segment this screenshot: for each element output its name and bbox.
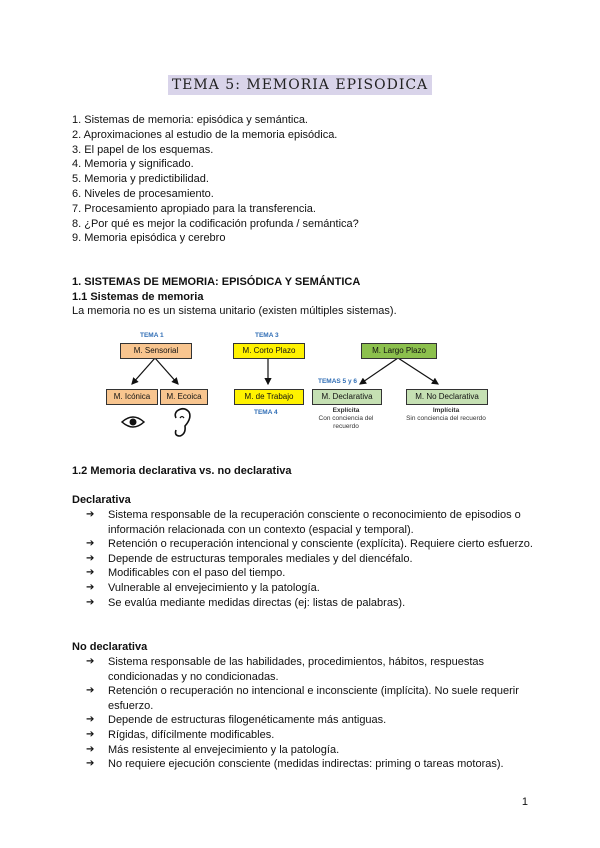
- list-item: ➔ Depende de estructuras filogenéticamente más antiguas.: [86, 713, 536, 728]
- subsection-heading: 1.1 Sistemas de memoria: [72, 291, 204, 303]
- toc-item: 6. Niveles de procesamiento.: [72, 187, 214, 200]
- explicita-label: Explícita: [332, 407, 360, 414]
- list-item: ➔ Depende de estructuras temporales mediales y del diencéfalo.: [86, 552, 536, 567]
- table-of-contents: [72, 113, 359, 246]
- list-item: ➔ Sistema responsable de las habilidades, procedimientos, hábitos, respuestas condicionadas y no condicionadas.: [86, 655, 536, 684]
- list-item: ➔ Más resistente al envejecimiento y la patología.: [86, 743, 536, 758]
- tema3-label: TEMA 3: [255, 332, 279, 339]
- declarativa-heading: Declarativa: [72, 494, 131, 506]
- arrow: [155, 358, 178, 384]
- paragraph: La memoria no es un sistema unitario (existen múltiples sistemas).: [72, 305, 397, 317]
- nodeclarativa-list: [86, 655, 536, 772]
- declarativa-list: [86, 508, 536, 610]
- box-trabajo: M. de Trabajo: [234, 389, 304, 405]
- eye-icon: [122, 417, 144, 427]
- section-heading: 1. SISTEMAS DE MEMORIA: EPISÓDICA Y SEMÁNTICA: [72, 276, 361, 288]
- toc-item: 8. ¿Por qué es mejor la codificación profunda / semántica?: [72, 217, 359, 230]
- ear-icon: [175, 409, 190, 436]
- toc-item: 7. Procesamiento apropiado para la transferencia.: [72, 202, 316, 215]
- explicita-description: Con conciencia del recuerdo: [318, 415, 374, 430]
- memory-systems-diagram: [0, 320, 600, 455]
- implicita-label: Implícita: [432, 407, 460, 414]
- implicita-description: Sin conciencia del recuerdo: [406, 415, 486, 422]
- tema4-label: TEMA 4: [254, 409, 278, 416]
- toc-item: 2. Aproximaciones al estudio de la memoria episódica.: [72, 128, 338, 141]
- toc-item: 9. Memoria episódica y cerebro: [72, 232, 226, 245]
- list-item: ➔ Retención o recuperación intencional y consciente (explícita). Requiere cierto esfuerzo.: [86, 537, 536, 552]
- tema1-label: TEMA 1: [140, 332, 164, 339]
- toc-item: 5. Memoria y predictibilidad.: [72, 173, 209, 186]
- box-iconica: M. Icónica: [106, 389, 158, 405]
- box-sensorial: M. Sensorial: [120, 343, 192, 359]
- diagram-arrows: [0, 320, 600, 455]
- box-largo-plazo: M. Largo Plazo: [361, 343, 437, 359]
- list-item: ➔ No requiere ejecución consciente (medidas indirectas: priming o tareas motoras).: [86, 757, 536, 772]
- box-ecoica: M. Ecoica: [160, 389, 208, 405]
- toc-item: 3. El papel de los esquemas.: [72, 143, 214, 156]
- list-item: ➔ Rígidas, difícilmente modificables.: [86, 728, 536, 743]
- page-number: 1: [521, 796, 528, 808]
- box-declarativa: M. Declarativa: [312, 389, 382, 405]
- list-item: ➔ Vulnerable al envejecimiento y la patología.: [86, 581, 536, 596]
- list-item: ➔ Sistema responsable de la recuperación consciente o reconocimiento de episodios o información relacionada con un contexto (espacial y temporal).: [86, 508, 536, 537]
- tema56-label: TEMAS 5 y 6: [318, 378, 358, 385]
- arrow: [132, 358, 155, 384]
- list-item: ➔ Modificables con el paso del tiempo.: [86, 566, 536, 581]
- list-item: ➔ Se evalúa mediante medidas directas (ej: listas de palabras).: [86, 596, 536, 611]
- list-item: ➔ Retención o recuperación no intencional e inconsciente (implícita). No suele requerir esfuerzo.: [86, 684, 536, 713]
- subsection-heading: 1.2 Memoria declarativa vs. no declarativa: [72, 465, 292, 477]
- box-corto-plazo: M. Corto Plazo: [233, 343, 305, 359]
- toc-item: 4. Memoria y significado.: [72, 158, 194, 171]
- toc-item: 1. Sistemas de memoria: episódica y semántica.: [72, 114, 308, 126]
- arrow: [398, 358, 438, 384]
- nodeclarativa-heading: No declarativa: [72, 641, 148, 653]
- box-no-declarativa: M. No Declarativa: [406, 389, 488, 405]
- document-title: TEMA 5: MEMORIA EPISODICA: [0, 76, 600, 94]
- arrow: [360, 358, 398, 384]
